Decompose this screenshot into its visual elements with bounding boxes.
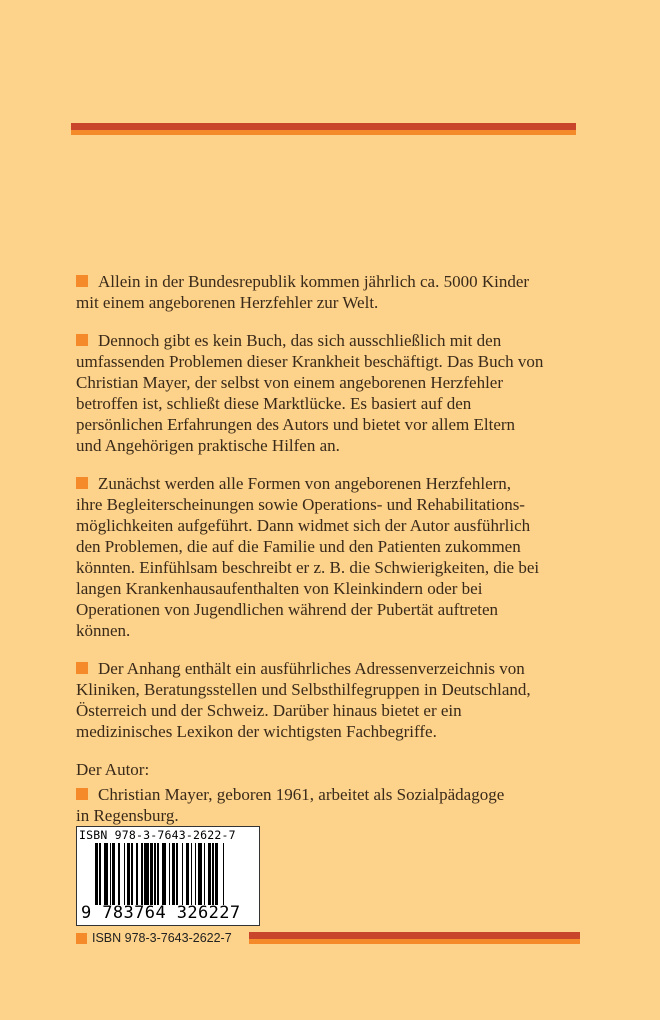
footer-isbn: ISBN 978-3-7643-2622-7: [76, 931, 232, 945]
barcode-bar: [208, 843, 211, 905]
bottom-stripe-orange: [249, 939, 580, 944]
barcode-bar: [176, 843, 177, 905]
barcode-bar: [131, 843, 132, 905]
barcode-bar: [118, 843, 119, 905]
barcode-bar: [136, 843, 139, 905]
barcode-bar: [215, 843, 218, 905]
top-stripe-orange: [71, 130, 576, 135]
barcode-bar: [223, 843, 224, 905]
barcode-bar: [191, 843, 192, 905]
blurb-text: [76, 271, 596, 843]
barcode-digits: 9 783764 326227: [81, 903, 241, 923]
barcode-bar: [127, 843, 130, 905]
barcode-bar: [110, 843, 111, 905]
barcode-bar: [99, 843, 100, 905]
barcode-bar: [162, 843, 166, 905]
author-heading: Der Autor:: [76, 760, 150, 779]
bullet-square-icon: [76, 662, 88, 674]
bullet-square-icon: [76, 933, 87, 944]
isbn-barcode: [76, 826, 260, 926]
author-bio: Christian Mayer, geboren 1961, arbeitet als Sozialpädagoge in Regensburg.: [76, 785, 505, 825]
barcode-bar: [186, 843, 189, 905]
barcode-bar: [182, 843, 183, 905]
barcode-bar: [169, 843, 170, 905]
barcode-bar: [195, 843, 196, 905]
barcode-bar: [212, 843, 213, 905]
barcode-bar: [141, 843, 142, 905]
bullet-square-icon: [76, 275, 88, 287]
barcode-bar: [144, 843, 148, 905]
paragraph-4: Der Anhang enthält ein ausführliches Adressenverzeichnis von Kliniken, Beratungsstellen und Selbsthilfegruppen in Deutschland, Österreich und der Schweiz. Darüber hinaus bietet er ein medizinisches Lexikon der wichtigsten Fachbegriffe.: [76, 659, 531, 741]
paragraph-2: Dennoch gibt es kein Buch, das sich ausschließlich mit den umfassenden Problemen dieser Krankheit beschäftigt. Das Buch von Christian Mayer, der selbst von einem angeborenen Herzfehler betroffen ist, schließt diese Marktlücke. Es basiert auf den persönlichen Erfahrungen des Autors und bietet vor allem Eltern und Angehörigen praktische Hilfen an.: [76, 331, 544, 455]
barcode-bar: [112, 843, 115, 905]
bottom-stripe-dark: [249, 932, 580, 939]
barcode-bar: [104, 843, 108, 905]
barcode-bar: [150, 843, 153, 905]
barcode-bar: [95, 843, 98, 905]
bullet-square-icon: [76, 477, 88, 489]
barcode-bar: [198, 843, 202, 905]
barcode-bar: [204, 843, 205, 905]
top-stripe-dark: [71, 123, 576, 130]
barcode-bar: [154, 843, 155, 905]
barcode-bar: [124, 843, 125, 905]
barcode-bars: [95, 843, 257, 905]
bullet-square-icon: [76, 788, 88, 800]
bullet-square-icon: [76, 334, 88, 346]
barcode-bar: [157, 843, 158, 905]
paragraph-1: Allein in der Bundesrepublik kommen jährlich ca. 5000 Kinder mit einem angeborenen Herzfehler zur Welt.: [76, 272, 530, 312]
barcode-isbn-label: ISBN 978-3-7643-2622-7: [79, 828, 236, 842]
barcode-bar: [172, 843, 175, 905]
paragraph-3: Zunächst werden alle Formen von angeborenen Herzfehlern, ihre Begleiterscheinungen sowie Operations- und Rehabilitations- möglichkeiten aufgeführt. Dann widmet sich der Autor ausführlich den Problemen, die auf die Familie und den Patienten zukommen könnten. Einfühlsam beschreibt er z. B. die Schwierigkeiten, die bei langen Krankenhausaufenthalten von Kleinkindern oder bei Operationen von Jugendlichen während der Pubertät auftreten können.: [76, 474, 540, 640]
